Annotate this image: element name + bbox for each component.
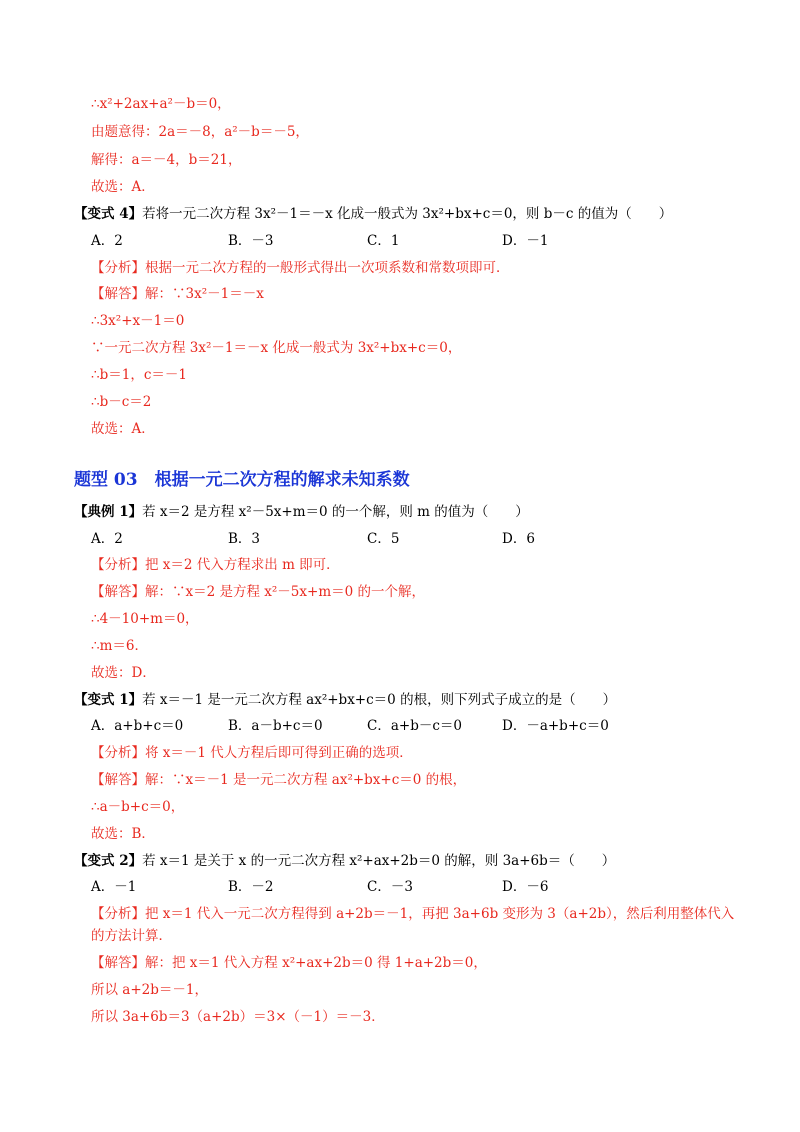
option-a: A．2 [91, 233, 123, 249]
solution-line: ∴4－10+m＝0， [91, 611, 199, 627]
solution-line: 解得：a＝－4，b＝21， [91, 152, 242, 168]
option-d: D．－1 [502, 233, 549, 249]
solution-line: ∴a－b+c＝0， [91, 799, 185, 815]
analysis-line: 【分析】将 x＝－1 代人方程后即可得到正确的选项． [91, 745, 413, 761]
question-tag: 【变式 4】 [74, 206, 143, 222]
option-c: C．1 [367, 233, 400, 249]
solution-line: ∴3x²+x－1＝0 [91, 313, 185, 329]
analysis-line: 【分析】根据一元二次方程的一般形式得出一次项系数和常数项即可． [91, 260, 510, 276]
solution-line: 【解答】解：∵3x²－1＝－x [91, 286, 264, 302]
option-c: C．a+b－c＝0 [367, 718, 462, 734]
question-ex1 [74, 502, 529, 522]
answer-line: 故选：A． [91, 421, 155, 437]
analysis-line: 【分析】把 x＝2 代入方程求出 m 即可． [91, 557, 340, 573]
solution-line: 由题意得：2a＝－8，a²－b＝－5， [91, 124, 309, 140]
analysis-line: 的方法计算． [91, 928, 172, 944]
section-title: 题型 03 根据一元二次方程的解求未知系数 [74, 470, 410, 490]
option-a: A．－1 [91, 879, 137, 895]
option-b: B．－3 [228, 233, 274, 249]
answer-line: 故选：B． [91, 826, 155, 842]
option-b: B．－2 [228, 879, 274, 895]
solution-line: ∴x²+2ax+a²－b＝0， [91, 96, 231, 112]
option-b: B．a－b+c＝0 [228, 718, 323, 734]
question-text: 若 x＝1 是关于 x 的一元二次方程 x²+ax+2b＝0 的解，则 3a+6b＝（ ） [142, 853, 616, 869]
question-v2 [74, 851, 615, 871]
solution-line: 【解答】解：∵x＝2 是方程 x²－5x+m＝0 的一个解， [91, 584, 426, 600]
solution-line: ∵一元二次方程 3x²－1＝－x 化成一般式为 3x²+bx+c＝0， [91, 340, 462, 356]
question-tag: 【变式 2】 [74, 853, 143, 869]
solution-line: 所以 3a+6b＝3（a+2b）＝3×（－1）＝－3． [91, 1009, 385, 1025]
option-b: B．3 [228, 531, 261, 547]
solution-line: 【解答】解：∵x＝－1 是一元二次方程 ax²+bx+c＝0 的根， [91, 772, 467, 788]
answer-line: 故选：D． [91, 665, 156, 681]
question-text: 若 x＝－1 是一元二次方程 ax²+bx+c＝0 的根，则下列式子成立的是（ ） [142, 692, 617, 708]
question-text: 若将一元二次方程 3x²－1＝－x 化成一般式为 3x²+bx+c＝0，则 b－c 的值为（ ） [142, 206, 673, 222]
option-a: A．a+b+c＝0 [91, 718, 184, 734]
question-v1 [74, 690, 616, 710]
solution-line: 所以 a+2b＝－1， [91, 982, 208, 998]
answer-line: 故选：A． [91, 179, 155, 195]
solution-line: ∴m＝6． [91, 638, 148, 654]
option-c: C．－3 [367, 879, 413, 895]
solution-line: ∴b－c＝2 [91, 394, 152, 410]
option-c: C．5 [367, 531, 400, 547]
analysis-line: 【分析】把 x＝1 代入一元二次方程得到 a+2b＝－1，再把 3a+6b 变形为 3（a+2b），然后利用整体代入 [91, 906, 735, 922]
question-tag: 【典例 1】 [74, 504, 143, 520]
question-v4 [74, 204, 672, 224]
question-tag: 【变式 1】 [74, 692, 143, 708]
option-d: D．－a+b+c＝0 [502, 718, 609, 734]
option-d: D．6 [502, 531, 535, 547]
question-text: 若 x＝2 是方程 x²－5x+m＝0 的一个解，则 m 的值为（ ） [142, 504, 529, 520]
solution-line: 【解答】解：把 x＝1 代入方程 x²+ax+2b＝0 得 1+a+2b＝0， [91, 955, 487, 971]
option-d: D．－6 [502, 879, 549, 895]
option-a: A．2 [91, 531, 123, 547]
solution-line: ∴b＝1，c＝－1 [91, 367, 187, 383]
